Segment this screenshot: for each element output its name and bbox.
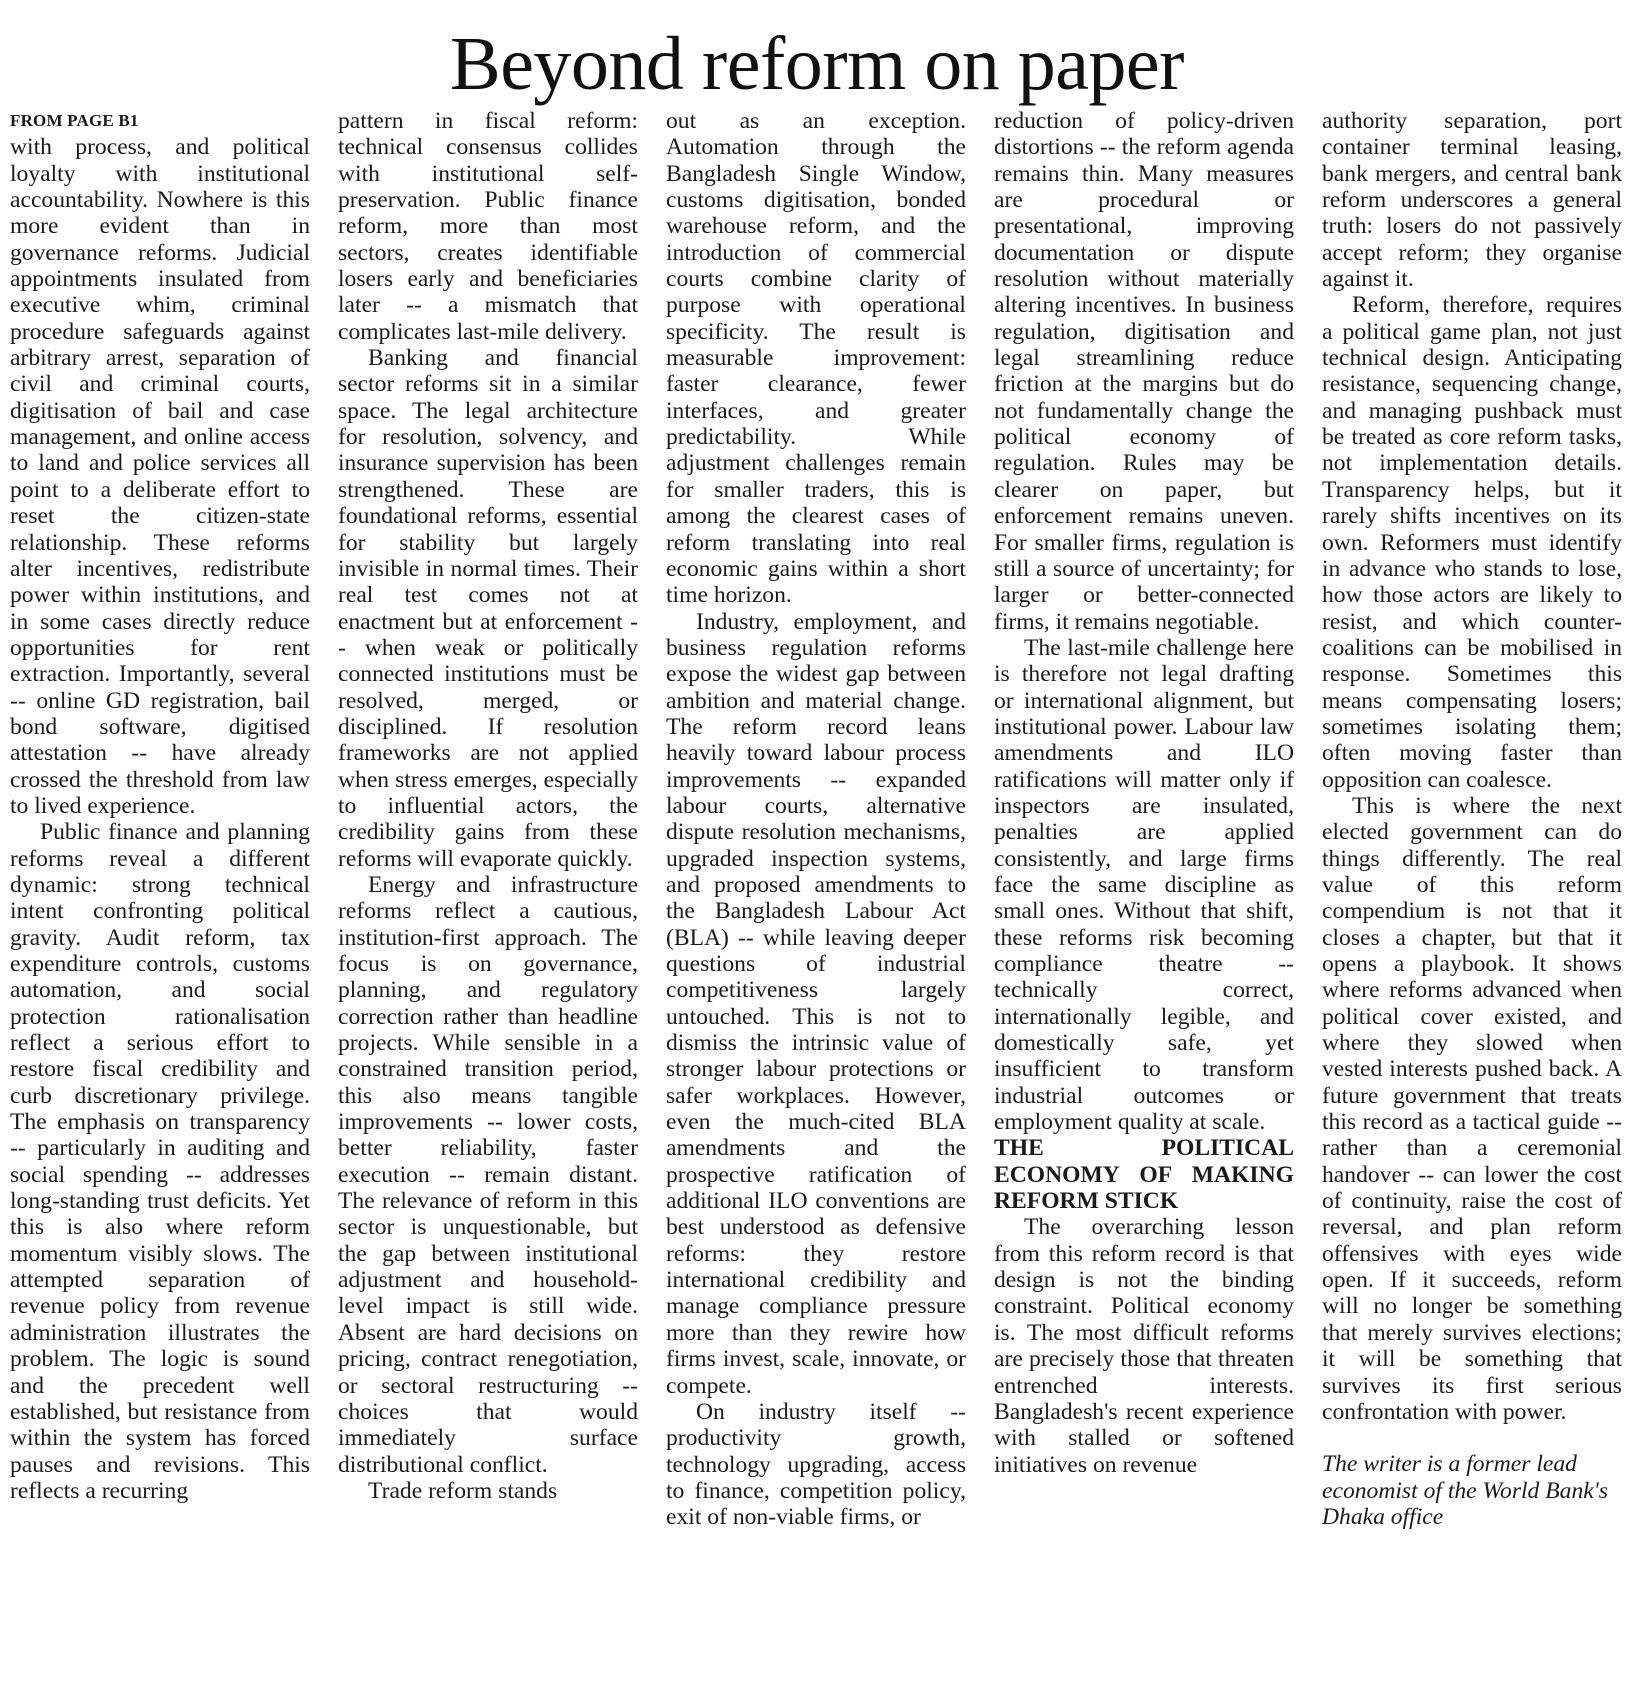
paragraph: This is where the next elected government can do things differently. The real value of this reform compendium is not that it closes a chapter, but that it opens a playbook. It shows where reforms advanced when political cover existed, and where they slowed when vested interests pushed back. A future government that treats this record as a tactical guide -- rather than a ceremonial handover -- can lower the cost of continuity, raise the cost of reversal, and plan reform offensives with eyes wide open. If it succeeds, reform will no longer be something that merely survives elections; it will be something that survives its first serious confrontation with power. <box>1322 792 1622 1425</box>
column-1 <box>10 108 310 1704</box>
paragraph: The last-mile challenge here is therefore not legal drafting or international alignment, but institutional power. Labour law amendments and ILO ratifications will matter only if inspectors are insulated, penalties are applied consistently, and large firms face the same discipline as small ones. Without that shift, these reforms risk becoming compliance theatre -- technically correct, internationally legible, and domestically safe, yet insufficient to transform industrial outcomes or employment quality at scale. <box>994 634 1294 1136</box>
dateline: FROM PAGE B1 <box>10 111 139 130</box>
paragraph: out as an exception. Automation through the Bangladesh Single Window, customs digitisation, bonded warehouse reform, and the introduction of commercial courts combine clarity of purpose with operational specificity. The result is measurable improvement: faster clearance, fewer interfaces, and greater predictability. While adjustment challenges remain for smaller traders, this is among the clearest cases of reform translating into real economic gains within a short time horizon. <box>666 108 966 609</box>
column-4 <box>994 108 1294 1704</box>
paragraph: Reform, therefore, requires a political game plan, not just technical design. Anticipating resistance, sequencing change, and managing pushback must be treated as core reform tasks, not implementation details. Transparency helps, but it rarely shifts incentives on its own. Reformers must identify in advance who stands to lose, how those actors are likely to resist, and which counter-coalitions can be mobilised in response. Sometimes this means compensating losers; sometimes isolating them; often moving faster than opposition can coalesce. <box>1322 292 1622 793</box>
paragraph: pattern in fiscal reform: technical consensus collides with institutional self-preservation. Public finance reform, more than most sectors, creates identifiable losers early and beneficiaries later -- a mismatch that complicates last-mile delivery. <box>338 108 638 345</box>
section-subhead: THE POLITICAL ECONOMY OF MAKING REFORM STICK <box>994 1135 1294 1215</box>
paragraph: On industry itself -- productivity growth, technology upgrading, access to finance, competition policy, exit of non-viable firms, or <box>666 1398 966 1531</box>
paragraph: Energy and infrastructure reforms reflect a cautious, institution-first approach. The focus is on governance, planning, and regulatory correction rather than headline projects. While sensible in a constrained transition period, this also means tangible improvements -- lower costs, better reliability, faster execution -- remain distant. The relevance of reform in this sector is unquestionable, but the gap between institutional adjustment and household-level impact is still wide. Absent are hard decisions on pricing, contract renegotiation, or sectoral restructuring -- choices that would immediately surface distributional conflict. <box>338 871 638 1478</box>
paragraph: reduction of policy-driven distortions -- the reform agenda remains thin. Many measures are procedural or presentational, improving documentation or dispute resolution without materially altering incentives. In business regulation, digitisation and legal streamlining reduce friction at the margins but do not fundamentally change the political economy of regulation. Rules may be clearer on paper, but enforcement remains uneven. For smaller firms, regulation is still a source of uncertainty; for larger or better-connected firms, it remains negotiable. <box>994 108 1294 635</box>
column-2 <box>338 108 638 1704</box>
column-5 <box>1322 108 1622 1704</box>
headline: Beyond reform on paper <box>450 22 1184 106</box>
paragraph: The overarching lesson from this reform record is that design is not the binding constraint. Political economy is. The most difficult reforms are precisely those that threaten entrenched interests. Bangladesh's recent experience with stalled or softened initiatives on revenue <box>994 1214 1294 1478</box>
column-3 <box>666 108 966 1704</box>
article-body <box>10 108 1624 1704</box>
paragraph: Public finance and planning reforms reveal a different dynamic: strong technical intent confronting political gravity. Audit reform, tax expenditure controls, customs automation, and social protection rationalisation reflect a serious effort to restore fiscal credibility and curb discretionary privilege. The emphasis on transparency -- particularly in auditing and social spending -- addresses long-standing trust deficits. Yet this is also where reform momentum visibly slows. The attempted separation of revenue policy from revenue administration illustrates the problem. The logic is sound and the precedent well established, but resistance from within the system has forced pauses and revisions. This reflects a recurring <box>10 819 310 1504</box>
paragraph: Industry, employment, and business regulation reforms expose the widest gap between ambition and material change. The reform record leans heavily toward labour process improvements -- expanded labour courts, alternative dispute resolution mechanisms, upgraded inspection systems, and proposed amendments to the Bangladesh Labour Act (BLA) -- while leaving deeper questions of industrial competitiveness largely untouched. This is not to dismiss the intrinsic value of stronger labour protections or safer workplaces. However, even the much-cited BLA amendments and the prospective ratification of additional ILO conventions are best understood as defensive reforms: they restore international credibility and manage compliance pressure more than they rewire how firms invest, scale, innovate, or compete. <box>666 608 966 1399</box>
author-byline: The writer is a former lead economist of the World Bank's Dhaka office <box>1322 1451 1608 1530</box>
paragraph: authority separation, port container terminal leasing, bank mergers, and central bank reform underscores a general truth: losers do not passively accept reform; they organise against it. <box>1322 108 1622 293</box>
paragraph: Banking and financial sector reforms sit in a similar space. The legal architecture for resolution, solvency, and insurance supervision has been strengthened. These are foundational reforms, essential for stability but largely invisible in normal times. Their real test comes not at enactment but at enforcement -- when weak or politically connected institutions must be resolved, merged, or disciplined. If resolution frameworks are not applied when stress emerges, especially to influential actors, the credibility gains from these reforms will evaporate quickly. <box>338 345 638 872</box>
paragraph: Trade reform stands <box>368 1477 558 1504</box>
paragraph: with process, and political loyalty with institutional accountability. Nowhere is this more evident than in governance reforms. Judicial appointments insulated from executive whim, criminal procedure safeguards against arbitrary arrest, separation of civil and criminal courts, digitisation of bail and case management, and online access to land and police services all point to a deliberate effort to reset the citizen-state relationship. These reforms alter incentives, redistribute power within institutions, and in some cases directly reduce opportunities for rent extraction. Importantly, several -- online GD registration, bail bond software, digitised attestation -- have already crossed the threshold from law to lived experience. <box>10 134 310 819</box>
